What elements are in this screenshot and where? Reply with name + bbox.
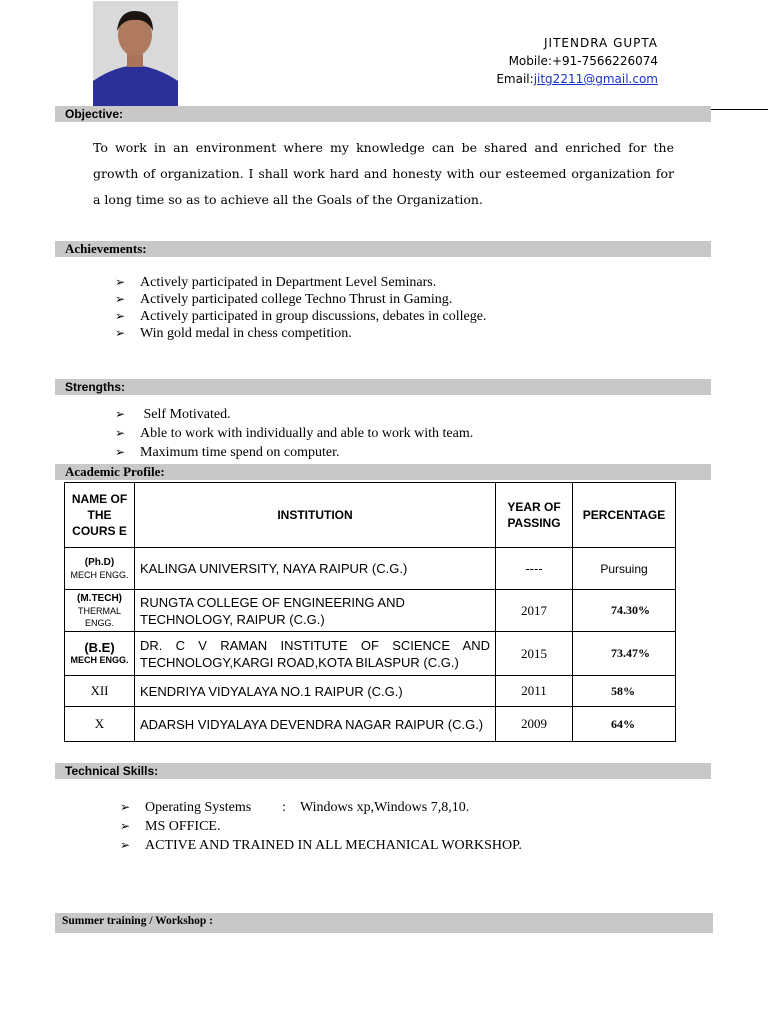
achievements-heading: Achievements: xyxy=(55,241,711,257)
year-cell: 2015 xyxy=(496,632,573,676)
os-label: Operating Systems xyxy=(145,800,252,815)
profile-photo xyxy=(93,1,178,107)
percentage-cell: 64% xyxy=(573,707,676,742)
year-cell: ---- xyxy=(496,548,573,590)
technical-list xyxy=(120,798,700,855)
objective-text: To work in an environment where my knowledge can be shared and enriched for the growth of organization. I shall work hard and honesty with our esteemed organization for a long time so as to achieve all the Goals of the Organization. xyxy=(93,140,674,207)
list-item xyxy=(115,405,675,424)
col-header-year: YEAR OF PASSING xyxy=(496,483,573,548)
list-item xyxy=(120,798,700,817)
list-item: ➢ Actively participated in Department Level Seminars. xyxy=(115,274,675,291)
academic-table xyxy=(64,482,676,742)
degree-label: (M.TECH) xyxy=(77,592,122,604)
table-header-row xyxy=(65,483,676,548)
table-row xyxy=(65,676,676,707)
table-row xyxy=(65,548,676,590)
percentage-cell: 58% xyxy=(573,676,676,707)
list-item: ➢ Actively participated in group discussions, debates in college. xyxy=(115,308,675,325)
col-header-percentage: PERCENTAGE xyxy=(573,483,676,548)
percentage-cell: 74.30% xyxy=(573,590,676,632)
contact-block xyxy=(496,34,658,88)
institution-cell: KALINGA UNIVERSITY, NAYA RAIPUR (C.G.) xyxy=(135,548,496,590)
degree-label: (B.E) xyxy=(84,639,115,655)
course-cell xyxy=(65,590,135,632)
degree-label: (Ph.D) xyxy=(84,556,115,568)
course-cell xyxy=(65,548,135,590)
year-cell: 2011 xyxy=(496,676,573,707)
technical-heading: Technical Skills: xyxy=(55,763,711,779)
achievements-list xyxy=(115,274,675,342)
percentage-cell: 73.47% xyxy=(573,632,676,676)
table-row xyxy=(65,707,676,742)
institution-cell: DR. C V RAMAN INSTITUTE OF SCIENCE AND TECHNOLOGY,KARGI ROAD,KOTA BILASPUR (C.G.) xyxy=(135,632,496,676)
email-label: Email: xyxy=(496,72,534,86)
course-cell xyxy=(65,632,135,676)
email-line xyxy=(496,70,658,88)
year-cell: 2009 xyxy=(496,707,573,742)
summer-training-heading: Summer training / Workshop : xyxy=(55,913,713,933)
list-item: ➢ Maximum time spend on computer. xyxy=(115,443,675,462)
strengths-list xyxy=(115,405,675,462)
strengths-heading: Strengths: xyxy=(55,379,711,395)
col-header-course: NAME OF THE COURS E xyxy=(65,483,135,548)
list-item-text: Self Motivated. xyxy=(143,407,231,422)
table-row xyxy=(65,590,676,632)
table-row xyxy=(65,632,676,676)
branch-label: THERMAL ENGG. xyxy=(77,605,121,628)
os-value: Windows xp,Windows 7,8,10. xyxy=(300,800,470,815)
institution-cell: KENDRIYA VIDYALAYA NO.1 RAIPUR (C.G.) xyxy=(135,676,496,707)
email-link[interactable]: jitg2211@gmail.com xyxy=(533,72,658,86)
institution-cell: RUNGTA COLLEGE OF ENGINEERING AND TECHNOLOGY, RAIPUR (C.G.) xyxy=(135,590,496,632)
list-item: ➢ ACTIVE AND TRAINED IN ALL MECHANICAL WORKSHOP. xyxy=(120,836,700,855)
candidate-name: JITENDRA GUPTA xyxy=(543,36,658,50)
institution-cell: ADARSH VIDYALAYA DEVENDRA NAGAR RAIPUR (C.G.) xyxy=(135,707,496,742)
branch-label: MECH ENGG. xyxy=(70,654,129,665)
percentage-cell: Pursuing xyxy=(573,548,676,590)
course-cell: XII xyxy=(65,676,135,707)
os-separator: : xyxy=(282,800,286,815)
mobile-number: Mobile:+91-7566226074 xyxy=(508,54,658,68)
objective-heading: Objective: xyxy=(55,106,711,122)
course-cell: X xyxy=(65,707,135,742)
branch-label: MECH ENGG. xyxy=(70,569,129,580)
academic-heading: Academic Profile: xyxy=(55,464,711,480)
list-item: ➢ Actively participated college Techno Thrust in Gaming. xyxy=(115,291,675,308)
year-cell: 2017 xyxy=(496,590,573,632)
col-header-institution: INSTITUTION xyxy=(135,483,496,548)
list-item: ➢ Win gold medal in chess competition. xyxy=(115,325,675,342)
list-item: ➢ MS OFFICE. xyxy=(120,817,700,836)
list-item: ➢ Able to work with individually and able to work with team. xyxy=(115,424,675,443)
